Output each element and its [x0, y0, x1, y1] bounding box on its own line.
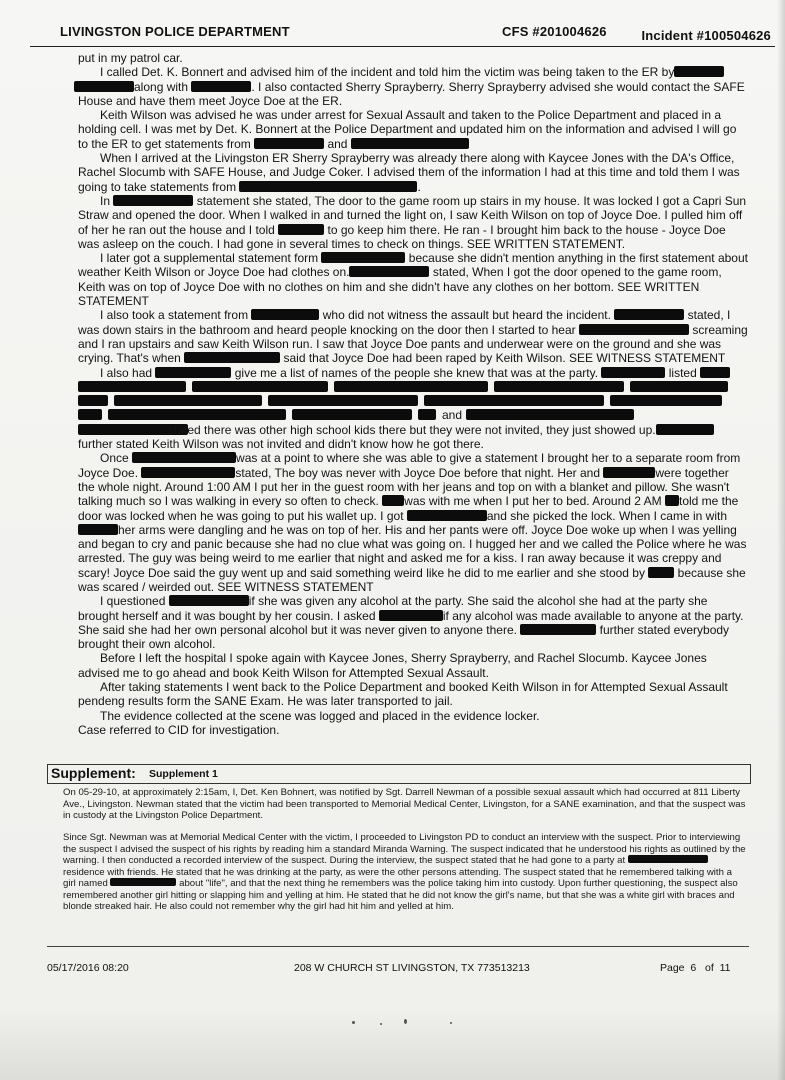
narrative-paragraph: I later got a supplemental statement form because she didn't mention anything in the first statement about weather Keith Wilson or Joyce Doe had clothes on. stated, When I got the door opened to the game room, Keith was on top of Joyce Doe with no clothes on him and she didn't have any clothes on her bottom. SEE WRITTEN STATEMENT: [78, 251, 748, 309]
redaction: [674, 66, 724, 77]
narrative-paragraph: stated there was other high school kids there but they were not invited, they just showed up. further stated Keith Wilson was not invited and didn't know how he got there.: [78, 423, 748, 452]
redaction: [349, 266, 429, 277]
page-number: Page 6 of 11: [660, 962, 731, 974]
redaction: [379, 610, 443, 621]
redaction: [184, 352, 280, 363]
redaction: [628, 855, 708, 863]
narrative-paragraph: I also had give me a list of names of the people she knew that was at the party. listed: [78, 366, 748, 380]
redaction: [110, 878, 176, 886]
scan-shadow: [0, 1010, 785, 1080]
redaction: [665, 495, 679, 506]
print-timestamp: 05/17/2016 08:20: [47, 962, 129, 974]
department-address: 208 W CHURCH ST LIVINGSTON, TX 773513213: [294, 962, 530, 974]
report-header: [30, 20, 775, 47]
redaction: [132, 452, 236, 463]
redaction: [407, 510, 487, 521]
redaction: [648, 567, 674, 578]
narrative-line: put in my patrol car.: [78, 51, 183, 65]
redaction: [656, 424, 714, 435]
narrative-paragraph: In statement she stated, The door to the game room up stairs in my house. It was locked I got a Capri Sun Straw and opened the door. When I walked in and turned the light on, I saw Keith Wilson on top of Joyce Doe. I pulled him off of her he ran out the house and I told to go keep him there. He ran - I brought him back to the house - Joyce Doe was asleep on the couch. I had gone in several times to check on things. SEE WRITTEN STATEMENT.: [78, 193, 747, 251]
redaction: [603, 467, 655, 478]
narrative-paragraph: I also took a statement from who did not witness the assault but heard the incident. stated, I was down stairs in the bathroom and heard people knocking on the door then I started to hear screaming and I ran upstairs and saw Keith Wilson run. I saw that Joyce Doe pants and underwear were on the ground and she was crying. That's when said that Joyce Doe had been raped by Keith Wilson. SEE WITNESS STATEMENT: [78, 308, 748, 366]
redaction: [191, 81, 251, 92]
supplement-heading: Supplement:: [51, 765, 136, 781]
narrative-paragraph: Case referred to CID for investigation.: [78, 722, 280, 737]
supplement-label: Supplement 1: [149, 768, 218, 780]
scan-shadow: [777, 0, 785, 1080]
redaction: [239, 181, 417, 192]
redaction: [520, 624, 596, 635]
redaction: [321, 252, 405, 263]
redaction: [601, 367, 665, 378]
redaction: [169, 595, 249, 606]
redaction: [614, 309, 684, 320]
redaction: [113, 195, 193, 206]
redacted-name-list: [78, 394, 748, 408]
department-name: LIVINGSTON POLICE DEPARTMENT: [60, 24, 290, 39]
narrative-body: [78, 51, 748, 737]
redaction: [155, 367, 231, 378]
redaction: [74, 81, 134, 92]
narrative-paragraph: Before I left the hospital I spoke again with Kaycee Jones, Sherry Sprayberry, and Rachel Slocumb. Kaycee Jones advised me to go ahead and book Keith Wilson for Attempted Sexual Assault.: [78, 651, 707, 680]
narrative-paragraph: When I arrived at the Livingston ER Sherry Sprayberry was already there along with Kaycee Jones with the DA's Office, Rachel Slocumb with SAFE House, and Judge Coker. I advised them of the information I had at this time and told them I was going to take statements from .: [78, 151, 740, 194]
redaction: [254, 138, 324, 149]
narrative-paragraph: Keith Wilson was advised he was under arrest for Sexual Assault and taken to the Police Department and placed in a holding cell. I was met by Det. K. Bonnert at the Police Department and updated him on the information and advised I will go to the ER to get statements from and: [78, 108, 737, 151]
redaction: [351, 138, 469, 149]
redaction: [86, 424, 168, 435]
footer-rule: [47, 946, 749, 947]
redaction: [78, 524, 118, 535]
narrative-paragraph: I called Det. K. Bonnert and advised him of the incident and told him the victim was being taken to the ER by along with . I also contacted Sherry Sprayberry. Sherry Sprayberry advised she would contact the SAFE House and have them meet Joyce Doe at the ER.: [78, 65, 748, 108]
redaction: [141, 467, 235, 478]
redaction: [278, 224, 324, 235]
redacted-name-list: and: [78, 408, 748, 422]
cfs-number: CFS #201004626: [502, 24, 607, 39]
supplement-paragraph: Since Sgt. Newman was at Memorial Medical Center with the victim, I proceeded to Livingston PD to conduct an interview with the suspect. Prior to interviewing the suspect I advised the suspect of his rights by reading him a standard Miranda Warning. The suspect indicated that he understood his rights as outlined by the warning. I then conducted a recorded interview of the suspect. During the interview, the suspect stated that he had gone to a party at residence with friends. He stated that he was drinking at the party, as were the other persons attending. The suspect stated that he remembered talking with a girl named about "life", and that the next thing he remembers was the police taking him into custody. Upon further questioning, the suspect also remembered another girl hitting or slapping him and yelling at him. He stated that he did not know the girl's name, but that she was a white girl with braces and blonde streaked hair. He also could not remember why the girl had hit him and yelled at him.: [63, 832, 746, 912]
narrative-paragraph: Once was at a point to where she was able to give a statement I brought her to a separate room from Joyce Doe. stated, The boy was never with Joyce Doe before that night. Her and were together the whole night. Around 1:00 AM I put her in the guest room with her jeans and top on with a blanket and pillow. She wasn't talking much so I was walking in every so often to check. was with me when I put her to bed. Around 2 AM told me the door was locked when he was going to put his wallet up. I got and she picked the lock. When I came in with her arms were dangling and he was on top of her. His and her pants were off. Joyce Doe woke up when I was yelling and began to cry and panic because she had no clue what was going on. I hugged her and we called the Police where he was arrested. The guy was being weird to me earlier that night and asked me for a kiss. I ran away because it was creppy and scary! Joyce Doe said the guy went up and said something weird like he did to me earlier and she stood by because she was scared / weirded out. SEE WITNESS STATEMENT: [78, 451, 747, 594]
supplement-header: [47, 764, 751, 784]
supplement-paragraph: On 05-29-10, at approximately 2:15am, I, Det. Ken Bohnert, was notified by Sgt. Darrell Newman of a possible sexual assault which had occurred at 811 Liberty Ave., Livingston. Newman stated that the victim had been transported to Memorial Medical Center, Livingston, for a SANE examination, and that the suspect was in custody at the Livingston Police Department.: [63, 787, 746, 821]
redacted-name-list: [78, 380, 748, 394]
redaction: [382, 495, 404, 506]
redaction: [251, 309, 319, 320]
narrative-paragraph: After taking statements I went back to the Police Department and booked Keith Wilson in for Attempted Sexual Assault pendeng results form the SANE Exam. He was later transported to jail.: [78, 680, 728, 709]
redaction: [700, 367, 730, 378]
incident-number: Incident #100504626: [641, 28, 771, 43]
narrative-paragraph: The evidence collected at the scene was logged and placed in the evidence locker.: [100, 708, 540, 723]
narrative-paragraph: I questioned if she was given any alcohol at the party. She said the alcohol she had at the party she brought herself and it was bought by her cousin. I asked if any alcohol was made available to anyone at the party. She said she had her own personal alcohol but it was never given to anyone there. further stated everybody brought their own alcohol.: [78, 594, 744, 652]
redaction: [579, 324, 689, 335]
